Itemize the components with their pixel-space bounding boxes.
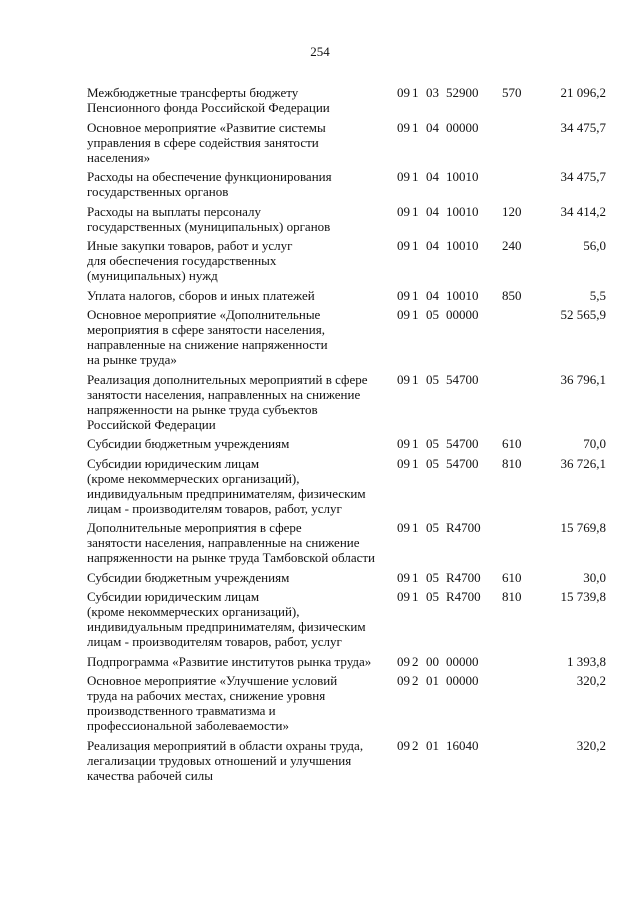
row-amount: 34 475,7 xyxy=(560,169,606,184)
row-subprogram-code: 1 xyxy=(412,520,419,535)
row-name: Дополнительные мероприятия в сфере занятости населения, направленные на снижение напряженности на рынке труда Тамбовской области xyxy=(87,520,376,565)
table-row xyxy=(0,654,640,669)
table-row xyxy=(0,204,640,234)
table-row xyxy=(0,436,640,451)
row-name: Иные закупки товаров, работ и услуг для обеспечения государственных (муниципальных) нужд xyxy=(87,238,293,283)
row-program-code: 09 xyxy=(397,455,410,471)
row-name: Уплата налогов, сборов и иных платежей xyxy=(87,287,315,303)
row-group-code: 05 xyxy=(426,569,439,585)
table-row xyxy=(0,520,640,565)
row-expense-type: 610 xyxy=(502,569,522,585)
row-program-code: 09 xyxy=(397,673,410,688)
row-subprogram-code: 1 xyxy=(412,203,419,219)
row-expense-type: 850 xyxy=(502,287,522,303)
row-group-code: 05 xyxy=(426,436,439,451)
row-subprogram-code: 1 xyxy=(412,119,419,135)
row-subprogram-code: 2 xyxy=(412,673,419,688)
row-program-code: 09 xyxy=(397,169,410,184)
row-program-code: 09 xyxy=(397,203,410,219)
row-direction-code: 00000 xyxy=(446,307,479,322)
row-subprogram-code: 1 xyxy=(412,307,419,322)
row-direction-code: 52900 xyxy=(446,85,479,100)
row-program-code: 09 xyxy=(397,238,410,253)
row-subprogram-code: 1 xyxy=(412,371,419,387)
row-program-code: 09 xyxy=(397,307,410,322)
row-amount: 21 096,2 xyxy=(560,85,606,100)
row-expense-type: 610 xyxy=(502,436,522,451)
table-row xyxy=(0,372,640,432)
row-name: Субсидии юридическим лицам (кроме некоммерческих организаций), индивидуальным предпринимателям, физическим лицам - производителям товаров, работ, услуг xyxy=(87,589,366,649)
row-program-code: 09 xyxy=(397,737,410,753)
row-direction-code: 10010 xyxy=(446,287,479,303)
row-program-code: 09 xyxy=(397,436,410,451)
row-direction-code: 00000 xyxy=(446,673,479,688)
row-name: Реализация мероприятий в области охраны труда, легализации трудовых отношений и улучшения качества рабочей силы xyxy=(87,737,364,783)
row-group-code: 04 xyxy=(426,203,439,219)
row-program-code: 09 xyxy=(397,520,410,535)
row-subprogram-code: 1 xyxy=(412,589,419,604)
row-group-code: 00 xyxy=(426,653,439,669)
row-name: Подпрограмма «Развитие институтов рынка труда» xyxy=(87,653,372,669)
table-row xyxy=(0,169,640,199)
row-direction-code: R4700 xyxy=(446,589,481,604)
table-row xyxy=(0,456,640,516)
row-subprogram-code: 2 xyxy=(412,737,419,753)
row-amount: 1 393,8 xyxy=(567,653,606,669)
table-row xyxy=(0,288,640,303)
row-amount: 36 796,1 xyxy=(560,371,606,387)
row-program-code: 09 xyxy=(397,569,410,585)
row-expense-type: 810 xyxy=(502,589,522,604)
row-group-code: 04 xyxy=(426,287,439,303)
row-direction-code: 00000 xyxy=(446,653,479,669)
row-subprogram-code: 1 xyxy=(412,85,419,100)
row-amount: 30,0 xyxy=(583,569,606,585)
row-subprogram-code: 1 xyxy=(412,238,419,253)
row-subprogram-code: 1 xyxy=(412,287,419,303)
row-program-code: 09 xyxy=(397,653,410,669)
row-group-code: 05 xyxy=(426,371,439,387)
budget-table xyxy=(0,85,640,787)
row-direction-code: R4700 xyxy=(446,520,481,535)
table-row xyxy=(0,238,640,283)
row-amount: 5,5 xyxy=(589,287,606,303)
row-subprogram-code: 1 xyxy=(412,169,419,184)
row-group-code: 01 xyxy=(426,673,439,688)
row-amount: 34 475,7 xyxy=(560,119,606,135)
table-row xyxy=(0,570,640,585)
row-program-code: 09 xyxy=(397,371,410,387)
row-amount: 15 769,8 xyxy=(560,520,606,535)
row-amount: 320,2 xyxy=(576,737,606,753)
row-group-code: 01 xyxy=(426,737,439,753)
row-amount: 36 726,1 xyxy=(560,455,606,471)
row-group-code: 03 xyxy=(426,85,439,100)
row-name: Расходы на выплаты персоналу государственных (муниципальных) органов xyxy=(87,203,331,234)
row-name: Основное мероприятие «Развитие системы управления в сфере содействия занятости населения» xyxy=(87,119,326,165)
row-group-code: 04 xyxy=(426,238,439,253)
row-amount: 56,0 xyxy=(583,238,606,253)
row-direction-code: 10010 xyxy=(446,203,479,219)
row-subprogram-code: 1 xyxy=(412,569,419,585)
row-group-code: 05 xyxy=(426,520,439,535)
row-amount: 320,2 xyxy=(576,673,606,688)
row-name: Основное мероприятие «Дополнительные мероприятия в сфере занятости населения, направленные на снижение напряженности на рынке труда» xyxy=(87,307,328,367)
row-direction-code: 10010 xyxy=(446,169,479,184)
row-direction-code: 54700 xyxy=(446,455,479,471)
row-name: Межбюджетные трансферты бюджету Пенсионного фонда Российской Федерации xyxy=(87,85,330,115)
row-amount: 70,0 xyxy=(583,436,606,451)
row-group-code: 04 xyxy=(426,119,439,135)
row-subprogram-code: 1 xyxy=(412,436,419,451)
row-subprogram-code: 1 xyxy=(412,455,419,471)
row-expense-type: 570 xyxy=(502,85,522,100)
row-program-code: 09 xyxy=(397,287,410,303)
table-row xyxy=(0,120,640,165)
page-number: 254 xyxy=(310,44,330,59)
row-name: Реализация дополнительных мероприятий в сфере занятости населения, направленных на снижение напряженности на рынке труда субъектов Российской Федерации xyxy=(87,371,368,432)
row-expense-type: 810 xyxy=(502,455,522,471)
row-group-code: 05 xyxy=(426,589,439,604)
row-subprogram-code: 2 xyxy=(412,653,419,669)
row-expense-type: 120 xyxy=(502,203,522,219)
row-name: Расходы на обеспечение функционирования государственных органов xyxy=(87,169,332,199)
row-name: Субсидии бюджетным учреждениям xyxy=(87,569,290,585)
row-name: Субсидии бюджетным учреждениям xyxy=(87,436,290,451)
row-direction-code: R4700 xyxy=(446,569,481,585)
row-name: Субсидии юридическим лицам (кроме некоммерческих организаций), индивидуальным предпринимателям, физическим лицам - производителям товаров, работ, услуг xyxy=(87,455,366,516)
row-group-code: 05 xyxy=(426,455,439,471)
row-amount: 52 565,9 xyxy=(560,307,606,322)
table-row xyxy=(0,738,640,783)
row-program-code: 09 xyxy=(397,119,410,135)
table-row xyxy=(0,589,640,649)
row-expense-type: 240 xyxy=(502,238,522,253)
row-group-code: 05 xyxy=(426,307,439,322)
row-amount: 34 414,2 xyxy=(560,203,606,219)
row-amount: 15 739,8 xyxy=(560,589,606,604)
row-direction-code: 54700 xyxy=(446,436,479,451)
row-direction-code: 00000 xyxy=(446,119,479,135)
row-program-code: 09 xyxy=(397,85,410,100)
table-row xyxy=(0,673,640,733)
row-direction-code: 16040 xyxy=(446,737,479,753)
row-direction-code: 10010 xyxy=(446,238,479,253)
row-program-code: 09 xyxy=(397,589,410,604)
row-group-code: 04 xyxy=(426,169,439,184)
table-row xyxy=(0,307,640,367)
table-row xyxy=(0,85,640,115)
row-direction-code: 54700 xyxy=(446,371,479,387)
row-name: Основное мероприятие «Улучшение условий труда на рабочих местах, снижение уровня производственного травматизма и профессиональной заболеваемости» xyxy=(87,673,338,733)
